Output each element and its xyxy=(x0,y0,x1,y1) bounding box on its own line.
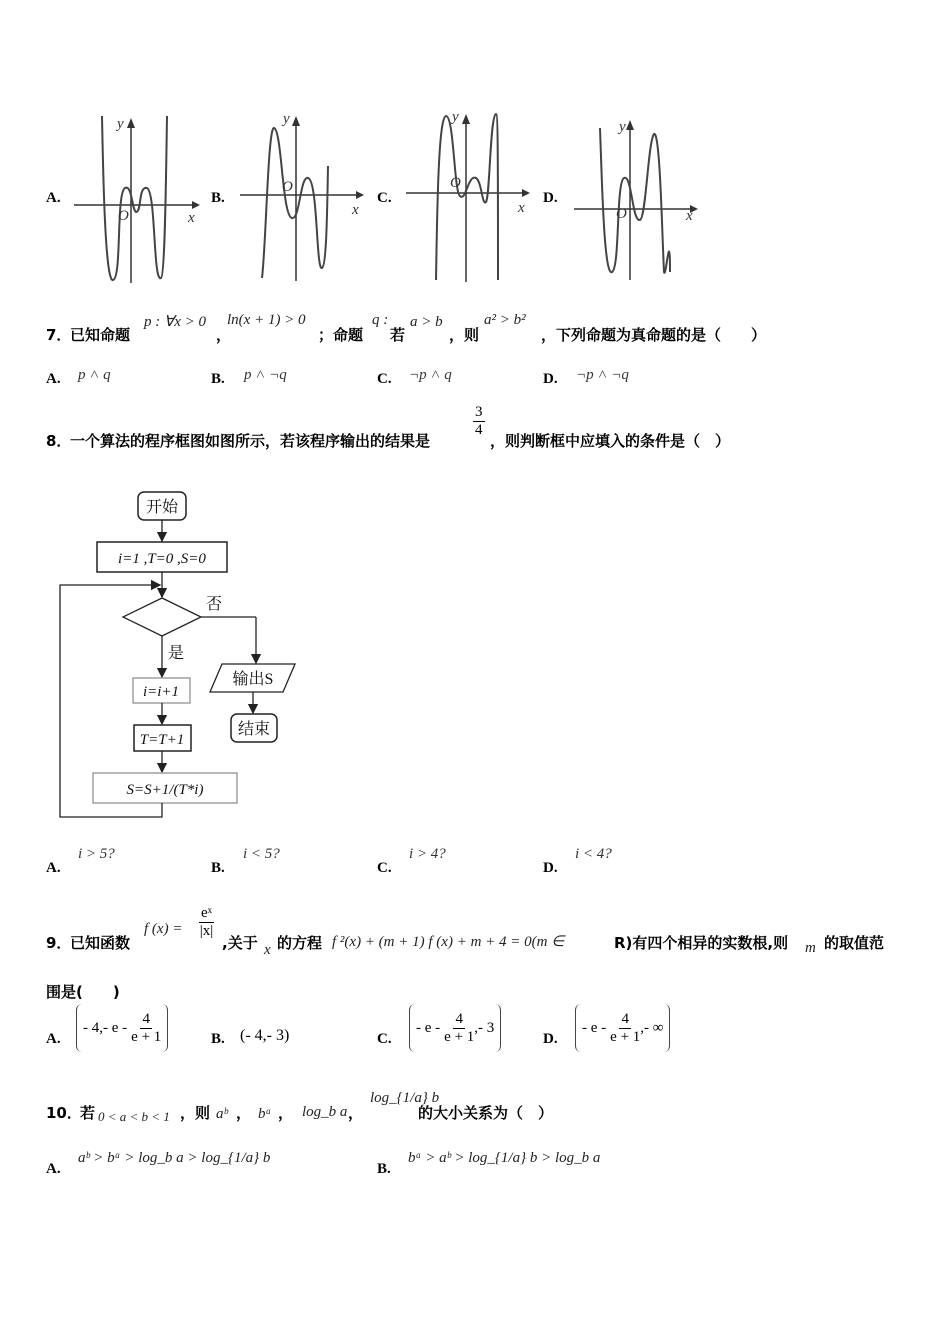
q6-graph-b xyxy=(236,106,376,286)
q9-a-fraction xyxy=(131,1011,161,1046)
q6-c-y: y xyxy=(452,109,459,125)
q7-text-2: ；命题 xyxy=(318,326,364,344)
q10-option-a-label: A. xyxy=(46,1161,61,1177)
q9-option-d xyxy=(575,1004,670,1052)
flow-yes: 是 xyxy=(168,645,185,662)
q7-comma: ， xyxy=(216,326,232,344)
q10-comma-3: ， xyxy=(348,1104,364,1122)
q10-text-1: 若 xyxy=(80,1104,96,1122)
q10-comma-2: ， xyxy=(278,1104,294,1122)
q7-number: 7． xyxy=(46,326,72,344)
q9-option-b: (- 4,- 3) xyxy=(240,1027,290,1044)
q9-option-a-label: A. xyxy=(46,1031,61,1047)
flow-end: 结束 xyxy=(237,721,271,738)
flow-no: 否 xyxy=(206,596,223,613)
q7-text-4: ，则 xyxy=(449,326,480,344)
q6-option-a-label: A. xyxy=(46,190,61,206)
q6-c-x: x xyxy=(518,200,525,216)
q7-option-c: ¬p ˄ q xyxy=(409,367,452,383)
flow-step-2: T=T+1 xyxy=(139,732,185,748)
q10-expr-2: bᵃ xyxy=(258,1106,272,1122)
flow-init: i=1 ,T=0 ,S=0 xyxy=(118,551,206,567)
q6-d-y: y xyxy=(619,119,626,135)
flow-step-3: S=S+1/(T*i) xyxy=(126,782,204,798)
q9-a-left: - 4,- e - xyxy=(83,1019,128,1036)
q7-ln-expr: ln(x + 1) > 0 xyxy=(227,312,306,328)
q9-f-fraction xyxy=(199,905,214,940)
flow-step-1: i=i+1 xyxy=(142,684,180,700)
q8-option-d: i < 4? xyxy=(575,846,612,862)
q9-x-var: x xyxy=(264,942,271,958)
q7-p-expr: p : ∀x > 0 xyxy=(144,314,207,330)
q8-number: 8． xyxy=(46,432,72,450)
q7-text-1: 已知命题 xyxy=(70,326,131,344)
q9-text-3: 的方程 xyxy=(277,934,323,952)
q9-text-1: 已知函数 xyxy=(70,934,131,952)
q9-option-c xyxy=(409,1004,501,1052)
q9-c-num: 4 xyxy=(455,1010,463,1027)
q10-number: 10． xyxy=(46,1104,82,1122)
q7-option-d: ¬p ˄ ¬q xyxy=(576,367,629,383)
q7-option-d-label: D. xyxy=(543,371,558,387)
q7-sq-expr: a² > b² xyxy=(484,312,526,328)
q6-b-x: x xyxy=(352,202,359,218)
q9-text-6: 围是( ) xyxy=(46,983,120,1001)
q9-option-a xyxy=(76,1004,168,1052)
q10-text-2: ，则 xyxy=(180,1104,211,1122)
q9-d-left: - e - xyxy=(582,1019,607,1036)
q9-c-fraction xyxy=(444,1011,474,1046)
q7-ab-expr: a > b xyxy=(410,314,443,330)
q7-option-b: p ˄ ¬q xyxy=(244,367,287,383)
q9-option-d-label: D. xyxy=(543,1031,558,1047)
q10-expr-4: log_{1/a} b xyxy=(370,1090,440,1106)
q7-option-a: p ˄ q xyxy=(78,367,111,383)
q9-a-num: 4 xyxy=(142,1010,150,1027)
q9-d-den: e + 1 xyxy=(610,1028,641,1045)
q9-c-right: ,- 3 xyxy=(474,1019,495,1036)
q6-graph-c xyxy=(402,104,542,286)
q7-q-expr: q : xyxy=(372,312,389,328)
q10-text-3: 的大小关系为（ ） xyxy=(418,1104,554,1122)
q6-a-y: y xyxy=(117,116,124,132)
q6-b-y: y xyxy=(283,111,290,127)
q6-d-origin: O xyxy=(616,206,627,222)
q8-option-c: i > 4? xyxy=(409,846,446,862)
q9-text-4: R)有四个相异的实数根,则 xyxy=(614,934,789,952)
q9-equation: f ²(x) + (m + 1) f (x) + m + 4 = 0(m ∈ xyxy=(332,934,565,950)
q9-c-left: - e - xyxy=(416,1019,441,1036)
q6-d-x: x xyxy=(686,208,693,224)
q7-text-5: ，下列命题为真命题的是（ ） xyxy=(541,326,767,344)
q6-graph-a xyxy=(70,108,210,288)
q9-f-den: |x| xyxy=(199,923,214,939)
q8-option-a: i > 5? xyxy=(78,846,115,862)
q9-m-var: m xyxy=(805,940,816,956)
q7-text-3: 若 xyxy=(390,326,406,344)
q8-option-d-label: D. xyxy=(543,860,558,876)
q9-f-lhs: f (x) = xyxy=(144,921,183,937)
q9-option-b-label: B. xyxy=(211,1031,225,1047)
q9-a-den: e + 1 xyxy=(131,1028,162,1045)
q10-comma-1: ， xyxy=(236,1104,252,1122)
q6-graph-d xyxy=(570,112,710,284)
q8-option-c-label: C. xyxy=(377,860,392,876)
q6-option-d-label: D. xyxy=(543,190,558,206)
q9-c-den: e + 1 xyxy=(444,1028,475,1045)
q6-b-origin: O xyxy=(282,179,293,195)
q9-d-right: ,- ∞ xyxy=(640,1019,664,1036)
q8-option-b: i < 5? xyxy=(243,846,280,862)
q10-option-b-label: B. xyxy=(377,1161,391,1177)
q9-text-5: 的取值范 xyxy=(824,934,885,952)
q10-expr-3: log_b a xyxy=(302,1104,348,1120)
flow-output: 输出S xyxy=(232,671,274,688)
q8-fraction xyxy=(473,404,485,439)
q10-option-b: bᵃ > aᵇ > log_{1/a} b > log_b a xyxy=(408,1150,601,1166)
q10-condition: 0 < a < b < 1 xyxy=(98,1109,170,1124)
q10-expr-1: aᵇ xyxy=(216,1106,228,1122)
q7-option-c-label: C. xyxy=(377,371,392,387)
flow-start: 开始 xyxy=(145,499,179,516)
q6-option-b-label: B. xyxy=(211,190,225,206)
q10-option-a: aᵇ > bᵃ > log_b a > log_{1/a} b xyxy=(78,1150,271,1166)
q8-option-b-label: B. xyxy=(211,860,225,876)
q8-frac-den: 4 xyxy=(475,422,483,438)
q9-number: 9． xyxy=(46,934,72,952)
q6-option-c-label: C. xyxy=(377,190,392,206)
q9-option-c-label: C. xyxy=(377,1031,392,1047)
q9-d-fraction xyxy=(610,1011,640,1046)
q8-flowchart xyxy=(50,485,310,825)
q9-text-2: ,关于 xyxy=(222,934,258,952)
q6-a-x: x xyxy=(188,210,195,226)
q8-frac-num: 3 xyxy=(475,404,483,420)
q8-text-2: ，则判断框中应填入的条件是（ ） xyxy=(490,432,731,450)
q6-a-origin: O xyxy=(118,208,129,224)
q7-option-b-label: B. xyxy=(211,371,225,387)
q6-c-origin: O xyxy=(450,175,461,191)
q7-option-a-label: A. xyxy=(46,371,61,387)
q8-option-a-label: A. xyxy=(46,860,61,876)
q8-text-1: 一个算法的程序框图如图所示，若该程序输出的结果是 xyxy=(70,432,431,450)
q9-d-num: 4 xyxy=(621,1010,629,1027)
q9-f-num: eˣ xyxy=(201,905,212,921)
